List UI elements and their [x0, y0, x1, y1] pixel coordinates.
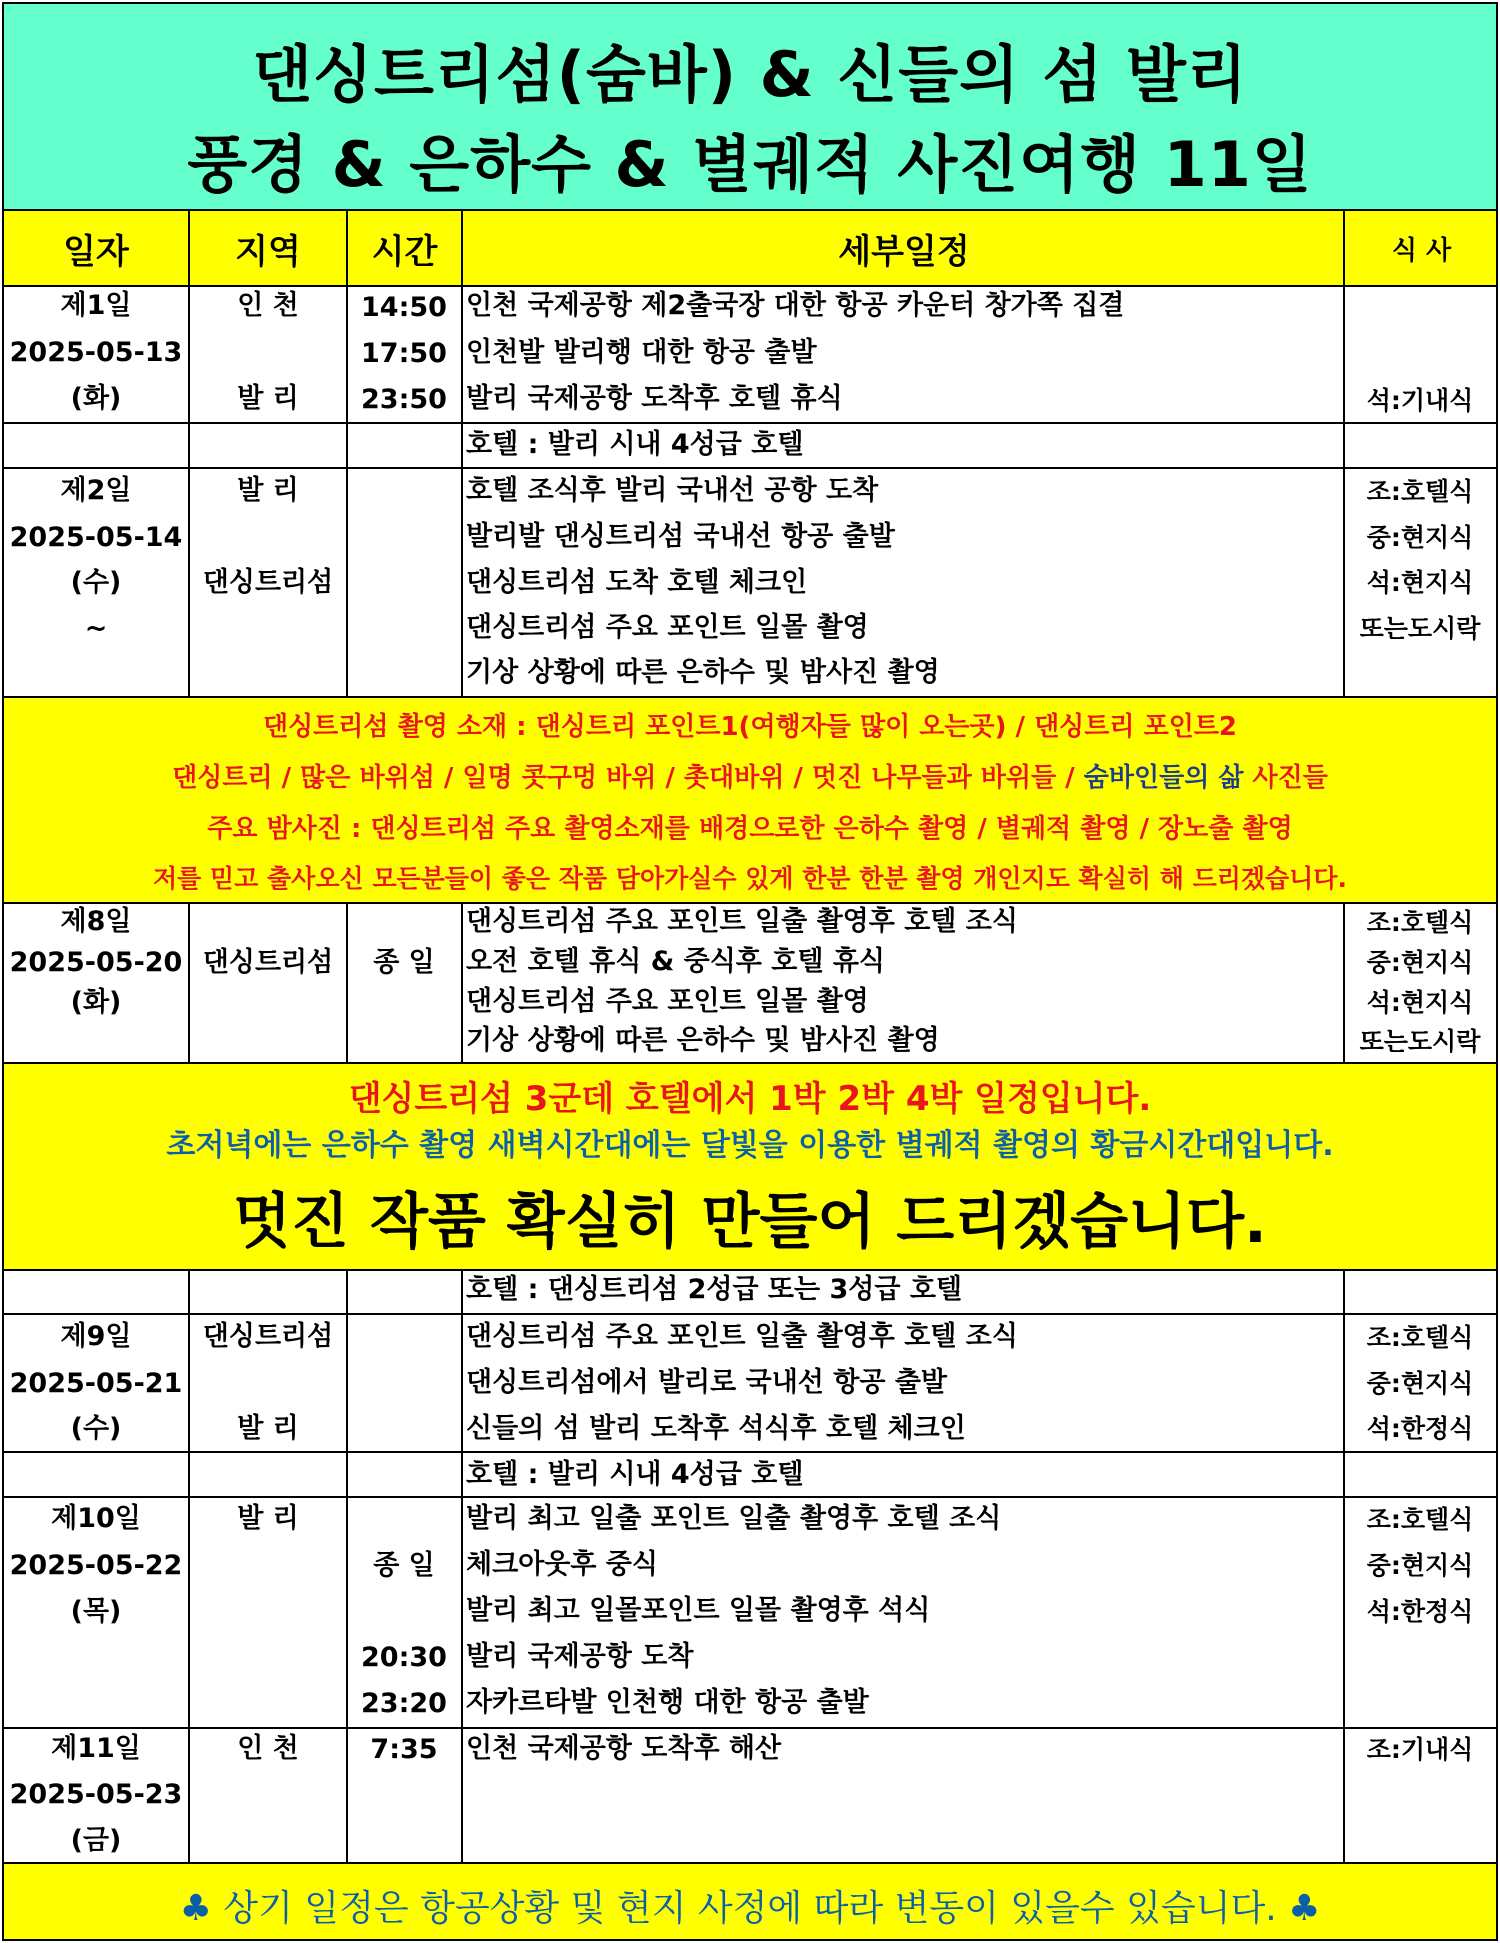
day9-detail-2: 댄싱트리섬에서 발리로 국내선 항공 출발 — [466, 1367, 947, 1398]
day8-detail-3: 댄싱트리섬 주요 포인트 일몰 촬영 — [466, 986, 869, 1017]
rule — [2, 1727, 1498, 1729]
band1-line2c: 사진들 — [1243, 763, 1328, 793]
day10-weekday: (목) — [70, 1596, 122, 1627]
day9-meal-1: 조:호텔식 — [1366, 1323, 1474, 1352]
danci-hotel: 호텔 : 댄싱트리섬 2성급 또는 3성급 호텔 — [466, 1274, 962, 1305]
day10-time-2: 20:30 — [361, 1642, 447, 1673]
rule — [2, 902, 1498, 904]
day1-time-1: 14:50 — [361, 292, 447, 323]
day8-meal-1: 조:호텔식 — [1366, 908, 1474, 937]
day11-detail-1: 인천 국제공항 도착후 해산 — [466, 1733, 782, 1764]
header-region: 지역 — [235, 231, 301, 272]
day11-date-label: 제11일 — [51, 1733, 141, 1764]
day1-time-2: 17:50 — [361, 338, 447, 369]
rule — [2, 467, 1498, 469]
day9-meal-2: 중:현지식 — [1366, 1369, 1474, 1398]
col-rule — [188, 209, 190, 287]
day11-region: 인 천 — [237, 1733, 299, 1764]
day10-time-1: 종 일 — [373, 1550, 435, 1581]
col-rule — [1343, 285, 1345, 697]
col-rule — [461, 1269, 463, 1863]
day1-date-label: 제1일 — [60, 290, 132, 321]
rule — [2, 1496, 1498, 1498]
band2-line2: 초저녁에는 은하수 촬영 새벽시간대에는 달빛을 이용한 별궤적 촬영의 황금시간대입니다. — [166, 1128, 1334, 1163]
day8-date: 2025-05-20 — [9, 947, 183, 978]
day2-detail-2: 발리발 댄싱트리섬 국내선 항공 출발 — [466, 521, 895, 552]
day9-date-label: 제9일 — [60, 1321, 132, 1352]
band1-line2b: 숨바인들의 삶 — [1083, 763, 1244, 793]
band1-line3: 주요 밤사진 : 댄싱트리섬 주요 촬영소재를 배경으로한 은하수 촬영 / 별궤적 촬영 / 장노출 촬영 — [207, 814, 1293, 844]
day8-region: 댄싱트리섬 — [202, 947, 334, 978]
day9-hotel: 호텔 : 발리 시내 4성급 호텔 — [466, 1459, 804, 1490]
header-time: 시간 — [371, 231, 438, 272]
day10-meal-1: 조:호텔식 — [1366, 1505, 1474, 1534]
col-rule — [188, 285, 190, 697]
day2-detail-3: 댄싱트리섬 도착 호텔 체크인 — [466, 567, 808, 598]
day2-tilde: ~ — [84, 613, 108, 644]
day1-time-3: 23:50 — [361, 384, 447, 415]
day2-meal-2: 중:현지식 — [1366, 523, 1474, 552]
day8-meal-2: 중:현지식 — [1366, 948, 1474, 977]
day2-date-label: 제2일 — [60, 475, 132, 506]
day8-weekday: (화) — [70, 987, 122, 1018]
header-date: 일자 — [63, 231, 129, 272]
day11-weekday: (금) — [70, 1825, 122, 1856]
day2-weekday: (수) — [70, 567, 122, 598]
day10-time-3: 23:20 — [361, 1688, 447, 1719]
band1-line1: 댄싱트리섬 촬영 소재 : 댄싱트리 포인트1(여행자들 많이 오는곳) / 댄싱트리 포인트2 — [262, 712, 1238, 742]
day10-detail-3: 발리 최고 일몰포인트 일몰 촬영후 석식 — [466, 1595, 931, 1626]
day1-region-2: 발 리 — [237, 383, 299, 414]
rule — [2, 422, 1498, 424]
day10-region: 발 리 — [237, 1503, 299, 1534]
day11-date: 2025-05-23 — [9, 1779, 183, 1810]
footer-text: 상기 일정은 항공상황 및 현지 사정에 따라 변동이 있을수 있습니다. — [223, 1888, 1277, 1929]
day10-detail-2: 체크아웃후 중식 — [466, 1549, 658, 1580]
day8-meal-3: 석:현지식 — [1366, 988, 1474, 1017]
day1-meal: 석:기내식 — [1366, 386, 1474, 415]
day1-weekday: (화) — [70, 383, 122, 414]
band1-line4: 저를 믿고 출사오신 모든분들이 좋은 작품 담아가실수 있게 한분 한분 촬영 개인지도 확실히 해 드리겠습니다. — [153, 864, 1347, 893]
band2-line3: 멋진 작품 확실히 만들어 드리겠습니다. — [233, 1187, 1267, 1257]
col-rule — [346, 902, 348, 1063]
day10-date: 2025-05-22 — [9, 1550, 183, 1581]
day8-time: 종 일 — [373, 947, 435, 978]
day9-region-2: 발 리 — [237, 1413, 299, 1444]
col-rule — [188, 902, 190, 1063]
band2-line1: 댄싱트리섬 3군데 호텔에서 1박 2박 4박 일정입니다. — [348, 1079, 1152, 1119]
day10-detail-5: 자카르타발 인천행 대한 항공 출발 — [466, 1687, 869, 1718]
day9-detail-3: 신들의 섬 발리 도착후 석식후 호텔 체크인 — [466, 1413, 966, 1444]
col-rule — [461, 209, 463, 287]
day1-detail-1: 인천 국제공항 제2출국장 대한 항공 카운터 창가쪽 집결 — [466, 290, 1125, 321]
day1-detail-3: 발리 국제공항 도착후 호텔 휴식 — [466, 383, 843, 414]
day9-date: 2025-05-21 — [9, 1368, 183, 1399]
rule — [2, 209, 1498, 211]
day2-meal-3: 석:현지식 — [1366, 568, 1474, 597]
day10-detail-1: 발리 최고 일출 포인트 일출 촬영후 호텔 조식 — [466, 1503, 1002, 1534]
day8-detail-2: 오전 호텔 휴식 & 중식후 호텔 휴식 — [466, 946, 886, 977]
day8-date-label: 제8일 — [60, 906, 132, 937]
day8-detail-4: 기상 상황에 따른 은하수 및 밤사진 촬영 — [466, 1025, 940, 1056]
rule — [2, 1313, 1498, 1315]
col-rule — [1343, 902, 1345, 1063]
club-suit-icon: ♣ — [179, 1888, 212, 1929]
day2-date: 2025-05-14 — [9, 522, 183, 553]
day10-date-label: 제10일 — [51, 1503, 141, 1534]
col-rule — [346, 1269, 348, 1863]
rule — [2, 1269, 1498, 1271]
header-detail: 세부일정 — [838, 231, 970, 272]
day10-meal-3: 석:한정식 — [1366, 1597, 1474, 1626]
col-rule — [346, 285, 348, 697]
col-rule — [346, 209, 348, 287]
col-rule — [1343, 1269, 1345, 1863]
day1-hotel: 호텔 : 발리 시내 4성급 호텔 — [466, 429, 804, 460]
outer-border — [2, 2, 1498, 1941]
title-line-2: 풍경 & 은하수 & 별궤적 사진여행 11일 — [187, 128, 1313, 201]
day2-region-2: 댄싱트리섬 — [202, 567, 334, 598]
day9-detail-1: 댄싱트리섬 주요 포인트 일출 촬영후 호텔 조식 — [466, 1321, 1018, 1352]
day9-weekday: (수) — [70, 1413, 122, 1444]
day11-time: 7:35 — [370, 1734, 438, 1765]
col-rule — [461, 902, 463, 1063]
day2-meal-4: 또는도시락 — [1359, 614, 1481, 643]
col-rule — [1343, 209, 1345, 287]
day9-meal-3: 석:한정식 — [1366, 1414, 1474, 1443]
rule — [2, 1062, 1498, 1064]
rule — [2, 1862, 1498, 1864]
day2-region-1: 발 리 — [237, 475, 299, 506]
band1-line2a: 댄싱트리 / 많은 바위섬 / 일명 콧구멍 바위 / 촛대바위 / 멋진 나무들과 바위들 / — [172, 763, 1084, 793]
col-rule — [188, 1269, 190, 1863]
day1-detail-2: 인천발 발리행 대한 항공 출발 — [466, 337, 817, 368]
day2-detail-5: 기상 상황에 따른 은하수 및 밤사진 촬영 — [466, 657, 940, 688]
day10-meal-2: 중:현지식 — [1366, 1551, 1474, 1580]
day2-meal-1: 조:호텔식 — [1366, 477, 1474, 506]
day1-date: 2025-05-13 — [9, 337, 183, 368]
day9-region-1: 댄싱트리섬 — [202, 1321, 334, 1352]
day2-detail-4: 댄싱트리섬 주요 포인트 일몰 촬영 — [466, 612, 869, 643]
rule — [2, 696, 1498, 698]
rule — [2, 285, 1498, 287]
header-meal: 식 사 — [1391, 235, 1452, 266]
day8-meal-4: 또는도시락 — [1359, 1027, 1481, 1056]
day8-detail-1: 댄싱트리섬 주요 포인트 일출 촬영후 호텔 조식 — [466, 906, 1018, 937]
rule — [2, 1451, 1498, 1453]
day11-meal: 조:기내식 — [1366, 1735, 1474, 1764]
club-suit-icon: ♣ — [1288, 1888, 1321, 1929]
title-line-1: 댄싱트리섬(숨바) & 신들의 섬 발리 — [252, 38, 1248, 111]
day1-region-1: 인 천 — [237, 290, 299, 321]
day2-detail-1: 호텔 조식후 발리 국내선 공항 도착 — [466, 475, 879, 506]
day10-detail-4: 발리 국제공항 도착 — [466, 1641, 694, 1672]
col-rule — [461, 285, 463, 697]
